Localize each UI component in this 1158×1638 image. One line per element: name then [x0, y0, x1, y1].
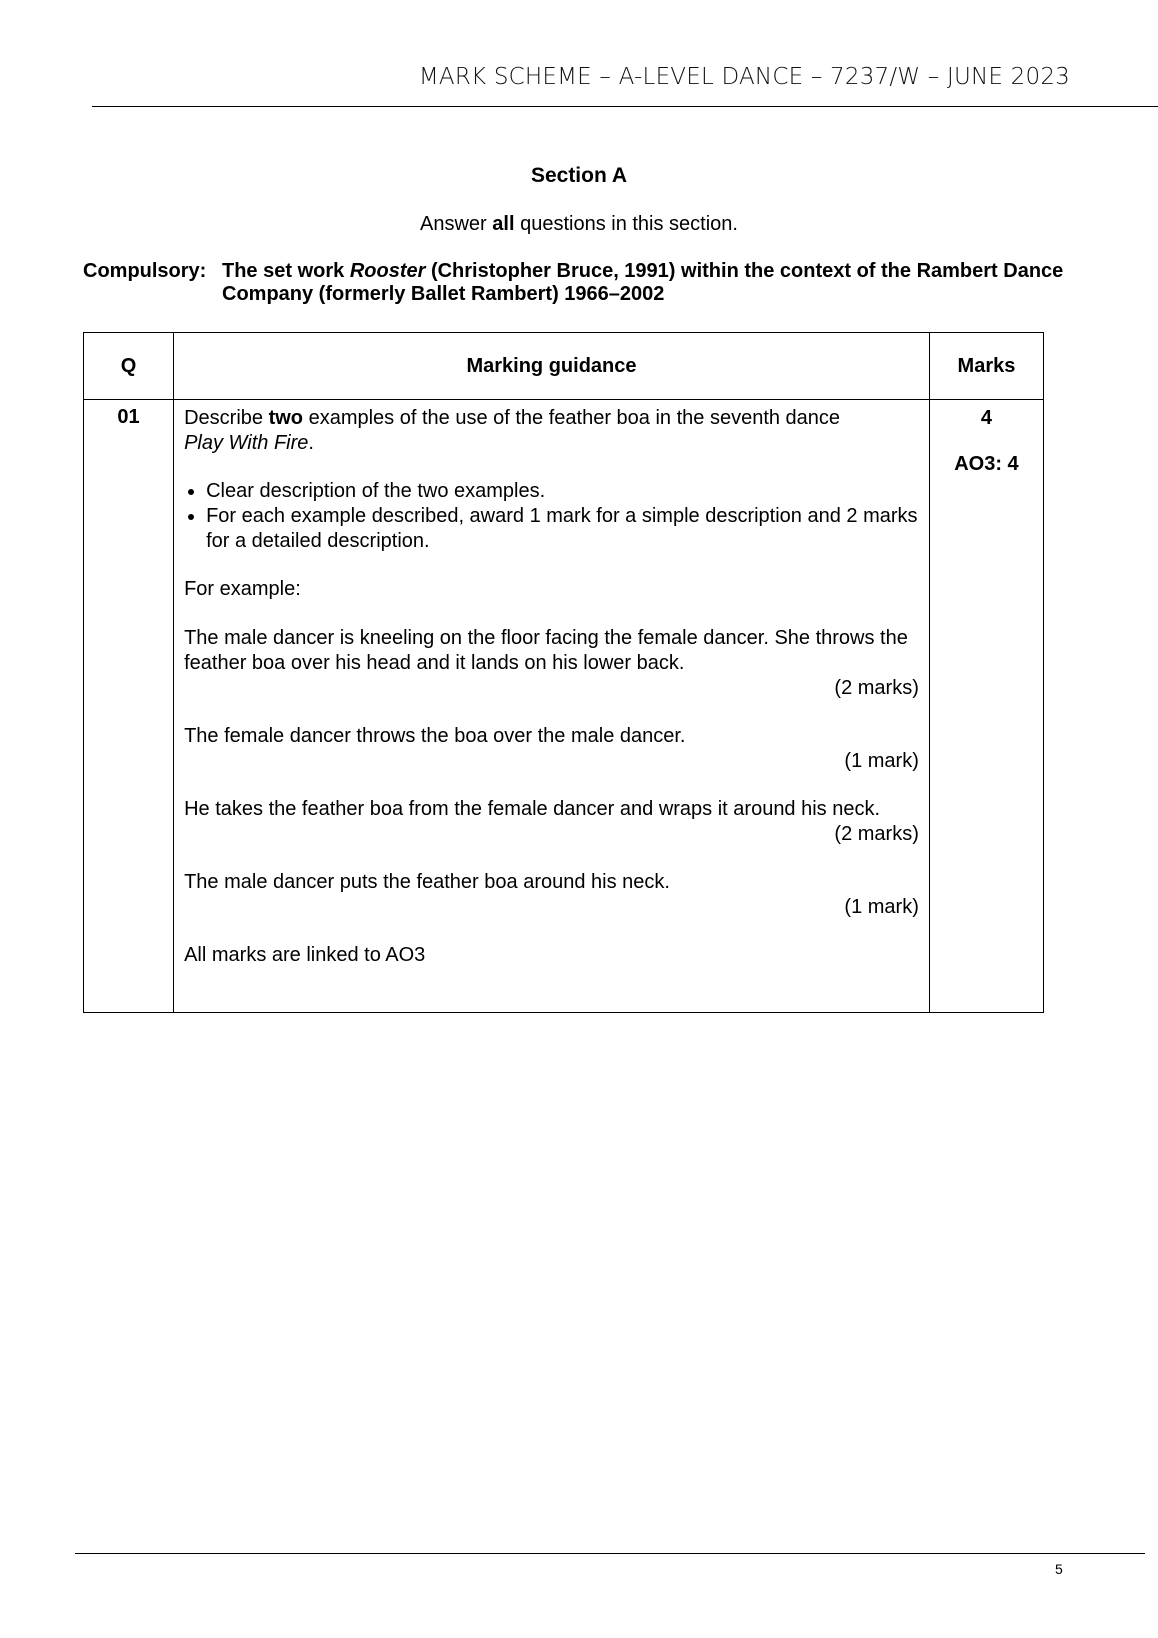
marks-cell	[929, 400, 1043, 1013]
section-instruction: Answer all questions in this section.	[420, 213, 738, 235]
marking-guidance	[174, 400, 930, 1013]
header-q: Q	[84, 333, 174, 400]
marking-table	[83, 332, 1044, 1013]
footer-rule	[75, 1553, 1145, 1554]
example-text: The male dancer puts the feather boa around his neck.	[184, 871, 670, 893]
running-header: MARK SCHEME – A-LEVEL DANCE – 7237/W – JUNE 2023	[418, 64, 1070, 90]
compulsory-label: Compulsory:	[83, 260, 207, 282]
example-text: The female dancer throws the boa over the male dancer.	[184, 725, 686, 747]
for-example-label: For example:	[184, 578, 301, 600]
guidance-bullets	[184, 479, 919, 554]
page-number: 5	[1055, 1561, 1063, 1577]
example-marks: (2 marks)	[834, 823, 919, 845]
question-number: 01	[84, 400, 174, 1013]
example-marks: (1 mark)	[844, 750, 919, 772]
example-marks: (2 marks)	[834, 677, 919, 699]
marks-note: All marks are linked to AO3	[184, 944, 426, 966]
table-header-row	[84, 333, 1044, 400]
marks-ao: AO3: 4	[954, 453, 1019, 475]
marks-total: 4	[980, 407, 992, 429]
example-text: He takes the feather boa from the female dancer and wraps it around his neck.	[184, 798, 881, 820]
header-rule	[92, 106, 1158, 107]
list-item: • For each example described, award 1 mark for a simple description and 2 marks for a detailed description.	[206, 504, 919, 554]
example-marks: (1 mark)	[844, 896, 919, 918]
example-text: The male dancer is kneeling on the floor facing the female dancer. She throws the feather boa over his head and it lands on his lower back.	[184, 627, 908, 674]
list-item: • Clear description of the two examples.	[206, 479, 919, 504]
table-row	[84, 400, 1044, 1013]
header-guidance: Marking guidance	[174, 333, 930, 400]
compulsory-text: The set work Rooster (Christopher Bruce, 1991) within the context of the Rambert Dance Company (formerly Ballet Rambert) 1966–2002	[222, 260, 1064, 305]
header-marks: Marks	[929, 333, 1043, 400]
question-prompt: Describe two examples of the use of the feather boa in the seventh dance Play With Fire.	[184, 407, 841, 454]
section-title: Section A	[530, 164, 628, 187]
